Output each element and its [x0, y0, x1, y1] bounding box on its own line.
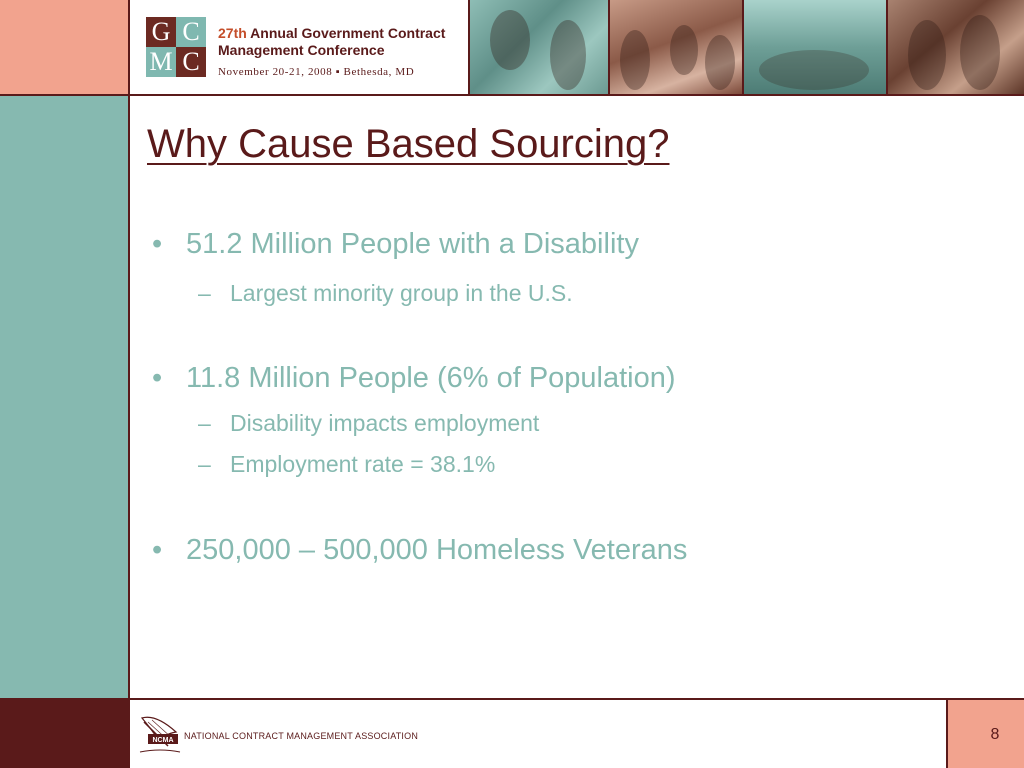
bullet-item [152, 362, 676, 395]
footer-coral-block [946, 700, 1024, 768]
conference-number: 27th [218, 25, 247, 41]
sidebar-divider [128, 96, 130, 768]
ncma-quill-logo-icon [138, 712, 182, 754]
bullet-text: 51.2 Million People with a Disability [186, 228, 639, 260]
sub-bullet-text: Disability impacts employment [230, 410, 540, 436]
bullet-text: 11.8 Million People (6% of Population) [186, 362, 676, 394]
gcmc-logo [146, 17, 206, 77]
bullet-item [152, 228, 639, 261]
ncma-logo-text: NCMA [152, 737, 174, 744]
sub-bullet-item [198, 410, 539, 437]
sub-bullet-text: Employment rate = 38.1% [230, 451, 496, 477]
sub-bullet-item [198, 280, 573, 307]
bullet-marker: • [152, 534, 163, 566]
header-photo [608, 0, 742, 94]
sub-bullet-marker: – [198, 410, 211, 436]
header-coral-block [0, 0, 128, 94]
page-number: 8 [990, 726, 1000, 743]
sub-bullet-marker: – [198, 280, 211, 306]
footer-maroon-block [0, 700, 128, 768]
conference-title-line1: Annual Government Contract [250, 25, 446, 41]
bullet-text: 250,000 – 500,000 Homeless Veterans [186, 534, 688, 566]
conference-title [218, 25, 463, 59]
conference-date: November 20-21, 2008 ▪ Bethesda, MD [218, 66, 415, 78]
left-sidebar-band [0, 96, 128, 698]
header-photo [886, 0, 1024, 94]
logo-letter-c1: C [176, 17, 206, 47]
slide-title: Why Cause Based Sourcing? [147, 122, 670, 166]
bullet-marker: • [152, 362, 163, 394]
sub-bullet-text: Largest minority group in the U.S. [230, 280, 573, 306]
header-photo [742, 0, 886, 94]
logo-letter-c2: C [176, 47, 206, 77]
organization-name: NATIONAL CONTRACT MANAGEMENT ASSOCIATION [184, 731, 419, 741]
bullet-marker: • [152, 228, 163, 260]
conference-title-line2: Management Conference [218, 42, 385, 58]
header-photo [468, 0, 608, 94]
sub-bullet-item [198, 451, 495, 478]
header-divider [0, 94, 1024, 96]
bullet-item [152, 534, 687, 567]
sub-bullet-marker: – [198, 451, 211, 477]
header-photo-strip [468, 0, 1024, 94]
logo-letter-m: M [146, 47, 176, 77]
footer-divider [0, 698, 1024, 700]
logo-letter-g: G [146, 17, 176, 47]
